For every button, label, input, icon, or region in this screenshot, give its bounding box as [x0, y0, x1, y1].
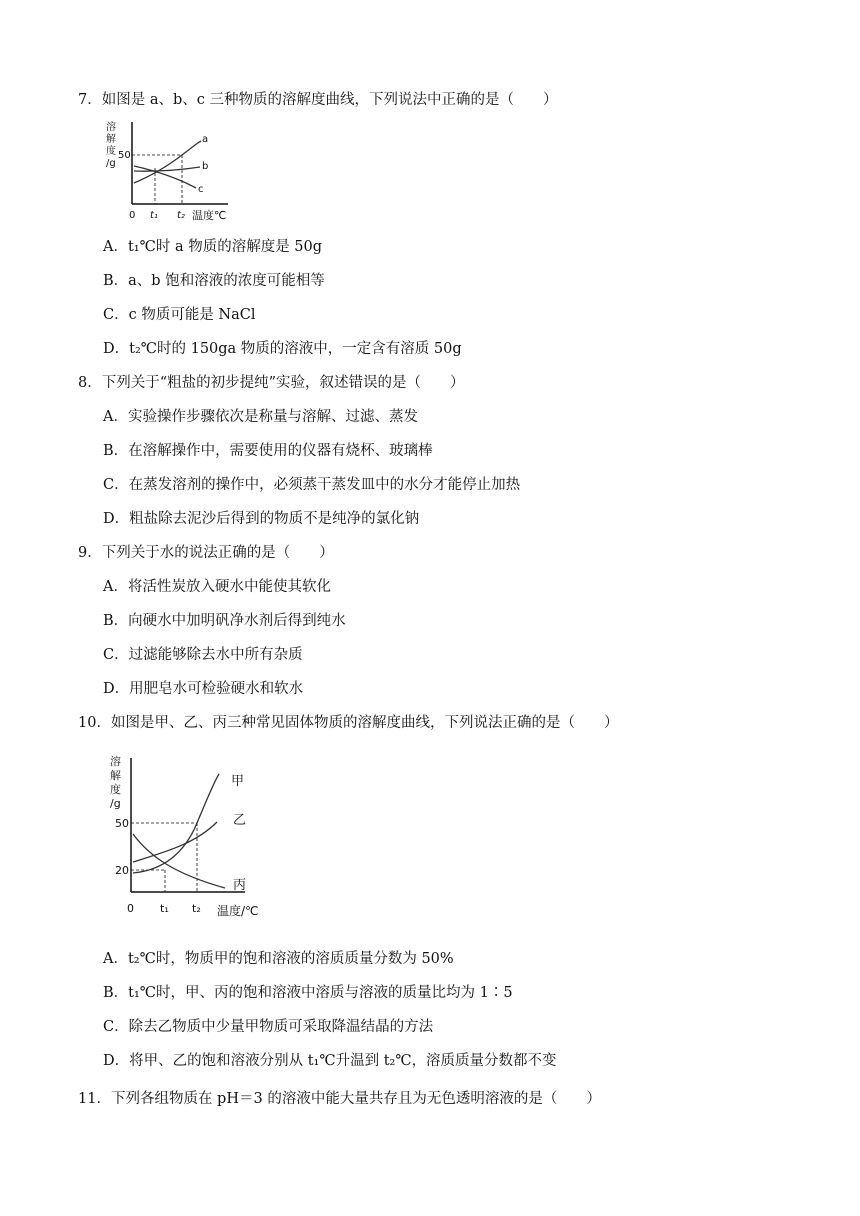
- fig2-ylabel-4: /g: [110, 797, 121, 810]
- fig2-ylabel-2: 解: [110, 769, 121, 782]
- fig2-xlabel: 温度/℃: [217, 904, 259, 918]
- fig1-x-tick-t1: t₁: [150, 210, 158, 221]
- fig1-curve-a: [134, 141, 201, 183]
- fig2-ylabel-3: 度: [110, 783, 121, 796]
- fig1-ylabel-3: 度: [106, 146, 116, 157]
- q8-option-b: B．在溶解操作中，需要使用的仪器有烧杯、玻璃棒: [103, 443, 433, 459]
- q9-option-a: A．将活性炭放入硬水中能使其软化: [103, 579, 331, 595]
- q9-option-d: D．用肥皂水可检验硬水和软水: [103, 681, 304, 697]
- fig1-ylabel-4: /g: [106, 158, 116, 169]
- question-8-stem: 8．下列关于“粗盐的初步提纯”实验，叙述错误的是（ ）: [78, 375, 465, 391]
- q10-option-a: A．t₂℃时，物质甲的饱和溶液的溶质质量分数为 50%: [103, 951, 454, 967]
- fig1-curve-c-label: c: [198, 184, 204, 195]
- q8-option-a: A．实验操作步骤依次是称量与溶解、过滤、蒸发: [103, 409, 418, 425]
- q8-option-c: C．在蒸发溶剂的操作中，必须蒸干蒸发皿中的水分才能停止加热: [103, 477, 521, 493]
- fig2-curve-jia-label: 甲: [231, 774, 245, 789]
- fig1-x-tick-0: 0: [129, 210, 136, 221]
- fig1-xlabel: 温度℃: [192, 209, 227, 222]
- q8-option-d: D．粗盐除去泥沙后得到的物质不是纯净的氯化钠: [103, 511, 420, 527]
- solubility-chart-1: [100, 116, 250, 226]
- q10-option-d: D．将甲、乙的饱和溶液分别从 t₁℃升温到 t₂℃，溶质质量分数都不变: [103, 1053, 557, 1069]
- question-9-stem: 9．下列关于水的说法正确的是（ ）: [78, 545, 334, 561]
- q9-option-c: C．过滤能够除去水中所有杂质: [103, 647, 303, 663]
- fig2-curve-yi-label: 乙: [233, 813, 247, 828]
- fig1-curve-b-label: b: [202, 161, 209, 172]
- q7-option-c: C．c 物质可能是 NaCl: [103, 307, 256, 323]
- q9-option-b: B．向硬水中加明矾净水剂后得到纯水: [103, 613, 346, 629]
- q7-option-a: A．t₁℃时 a 物质的溶解度是 50g: [103, 239, 323, 255]
- question-10-stem: 10．如图是甲、乙、丙三种常见固体物质的溶解度曲线，下列说法正确的是（ ）: [78, 715, 619, 731]
- fig2-ylabel-1: 溶: [110, 755, 121, 768]
- fig1-curve-a-label: a: [202, 134, 209, 145]
- question-7-stem: 7．如图是 a、b、c 三种物质的溶解度曲线，下列说法中正确的是（ ）: [78, 92, 558, 108]
- fig1-ylabel-2: 解: [106, 134, 116, 145]
- question-11-stem: 11．下列各组物质在 pH＝3 的溶液中能大量共存且为无色透明溶液的是（ ）: [78, 1091, 601, 1107]
- q7-option-d: D．t₂℃时的 150ga 物质的溶液中，一定含有溶质 50g: [103, 341, 462, 357]
- fig2-y-tick-20: 20: [115, 864, 129, 877]
- fig1-curve-b: [134, 167, 200, 171]
- fig1-x-tick-t2: t₂: [177, 210, 185, 221]
- solubility-chart-2: [105, 752, 270, 927]
- fig2-curve-bing: [133, 834, 225, 888]
- fig2-x-tick-t2: t₂: [192, 902, 201, 915]
- q10-option-c: C．除去乙物质中少量甲物质可采取降温结晶的方法: [103, 1019, 434, 1035]
- fig2-x-tick-0: 0: [127, 902, 134, 915]
- fig1-y-tick-50: 50: [118, 150, 131, 161]
- fig2-y-tick-50: 50: [115, 817, 129, 830]
- fig2-curve-bing-label: 丙: [233, 878, 247, 893]
- q7-option-b: B．a、b 饱和溶液的浓度可能相等: [103, 273, 325, 289]
- fig2-x-tick-t1: t₁: [160, 902, 169, 915]
- q10-option-b: B．t₁℃时，甲、丙的饱和溶液中溶质与溶液的质量比均为 1∶5: [103, 985, 513, 1001]
- fig1-ylabel-1: 溶: [106, 122, 116, 133]
